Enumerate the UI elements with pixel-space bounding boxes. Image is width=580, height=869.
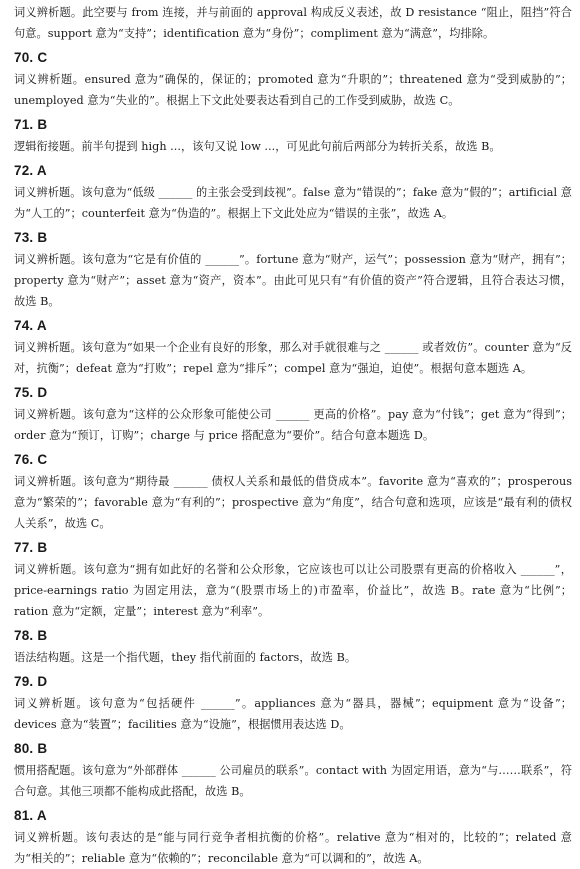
answer-item-72 [14, 161, 572, 224]
question-number: 74. A [14, 318, 47, 333]
answer-item-71 [14, 115, 572, 157]
answer-item-78 [14, 626, 572, 668]
answer-explanation: 词义辨析题。该句意为“这样的公众形象可能使公司 ______ 更高的价格”。pay 意为“付钱”；get 意为“得到”；order 意为“预订，订购”；charge 与 price 搭配意为“要价”。结合句意本题选 D。 [14, 408, 572, 442]
answer-explanation: 词义辨析题。该句意为“它是有价值的 ______”。fortune 意为“财产，运气”；possession 意为“财产，拥有”；property 意为“财产”；asset 意为“资产，资本”。由此可见只有“有价值的资产”符合逻辑，且符合表达习惯，故选 B。 [14, 253, 572, 308]
question-number: 72. A [14, 163, 47, 178]
question-number: 79. D [14, 674, 48, 689]
question-number: 77. B [14, 540, 48, 555]
answer-item-80 [14, 739, 572, 802]
question-number: 73. B [14, 230, 48, 245]
answer-item-69-continued [14, 2, 572, 44]
answer-item-81 [14, 806, 572, 869]
answer-explanation: 词义辨析题。该句意为“包括硬件 ______”。appliances 意为“器具，器械”；equipment 意为“设备”；devices 意为“装置”；facilities 意为“设施”，根据惯用表达选 D。 [14, 697, 572, 731]
question-number: 81. A [14, 808, 47, 823]
question-number: 71. B [14, 117, 48, 132]
answer-explanation: 词义辨析题。该句意为“拥有如此好的名誉和公众形象，它应该也可以让公司股票有更高的价格收入 ______”，price-earnings ratio 为固定用法，意为“(股票市场上的)市盈率，价益比”，故选 B。rate 意为“比例”；ration 意为“定额，定量”；interest 意为“利率”。 [14, 563, 572, 618]
question-number: 80. B [14, 741, 48, 756]
answer-item-79 [14, 672, 572, 735]
question-number: 76. C [14, 452, 48, 467]
answer-item-77 [14, 538, 572, 622]
answer-item-73 [14, 228, 572, 312]
answer-explanation: 词义辨析题。该句意为“如果一个企业有良好的形象，那么对手就很难与之 ______ 或者效仿”。counter 意为“反对，抗衡”；defeat 意为“打败”；repel 意为“排斥”；compel 意为“强迫，迫使”。根据句意本题选 A。 [14, 341, 572, 375]
answer-explanation: 词义辨析题。该句意为“低级 ______ 的主张会受到歧视”。false 意为“错误的”；fake 意为“假的”；artificial 意为“人工的”；counterfeit 意为“伪造的”。根据上下文此处应为“错误的主张”，故选 A。 [14, 186, 572, 220]
answer-explanation: 词义辨析题。此空要与 from 连接，并与前面的 approval 构成反义表述，故 D resistance “阻止，阻挡”符合句意。support 意为“支持”；identification 意为“身份”；compliment 意为“满意”，均排除。 [14, 6, 572, 40]
answer-item-70 [14, 48, 572, 111]
question-number: 70. C [14, 50, 48, 65]
answer-item-75 [14, 383, 572, 446]
question-number: 78. B [14, 628, 48, 643]
question-number: 75. D [14, 385, 48, 400]
answer-explanation: 词义辨析题。该句意为“期待最 ______ 债权人关系和最低的借贷成本”。favorite 意为“喜欢的”；prosperous 意为“繁荣的”；favorable 意为“有利的”；prospective 意为“角度”，结合句意和选项，应该是“最有利的债权人关系”，故选 C。 [14, 475, 572, 530]
answer-item-76 [14, 450, 572, 534]
answer-explanation: 词义辨析题。ensured 意为“确保的，保证的；promoted 意为“升职的”；threatened 意为“受到威胁的”；unemployed 意为“失业的”。根据上下文此处要表达看到自己的工作受到威胁，故选 C。 [14, 73, 572, 107]
answer-explanation: 语法结构题。这是一个指代题，they 指代前面的 factors，故选 B。 [14, 651, 357, 664]
answer-explanation: 惯用搭配题。该句意为“外部群体 ______ 公司雇员的联系”。contact with 为固定用语，意为“与……联系”，符合句意。其他三项都不能构成此搭配，故选 B。 [14, 764, 572, 798]
answer-explanation: 逻辑衔接题。前半句提到 high ...，该句又说 low ...，可见此句前后两部分为转折关系，故选 B。 [14, 140, 501, 153]
answer-item-74 [14, 316, 572, 379]
answer-explanation: 词义辨析题。该句表达的是“能与同行竞争者相抗衡的价格”。relative 意为“相对的，比较的”；related 意为“相关的”；reliable 意为“依赖的”；reconcilable 意为“可以调和的”，故选 A。 [14, 831, 572, 865]
